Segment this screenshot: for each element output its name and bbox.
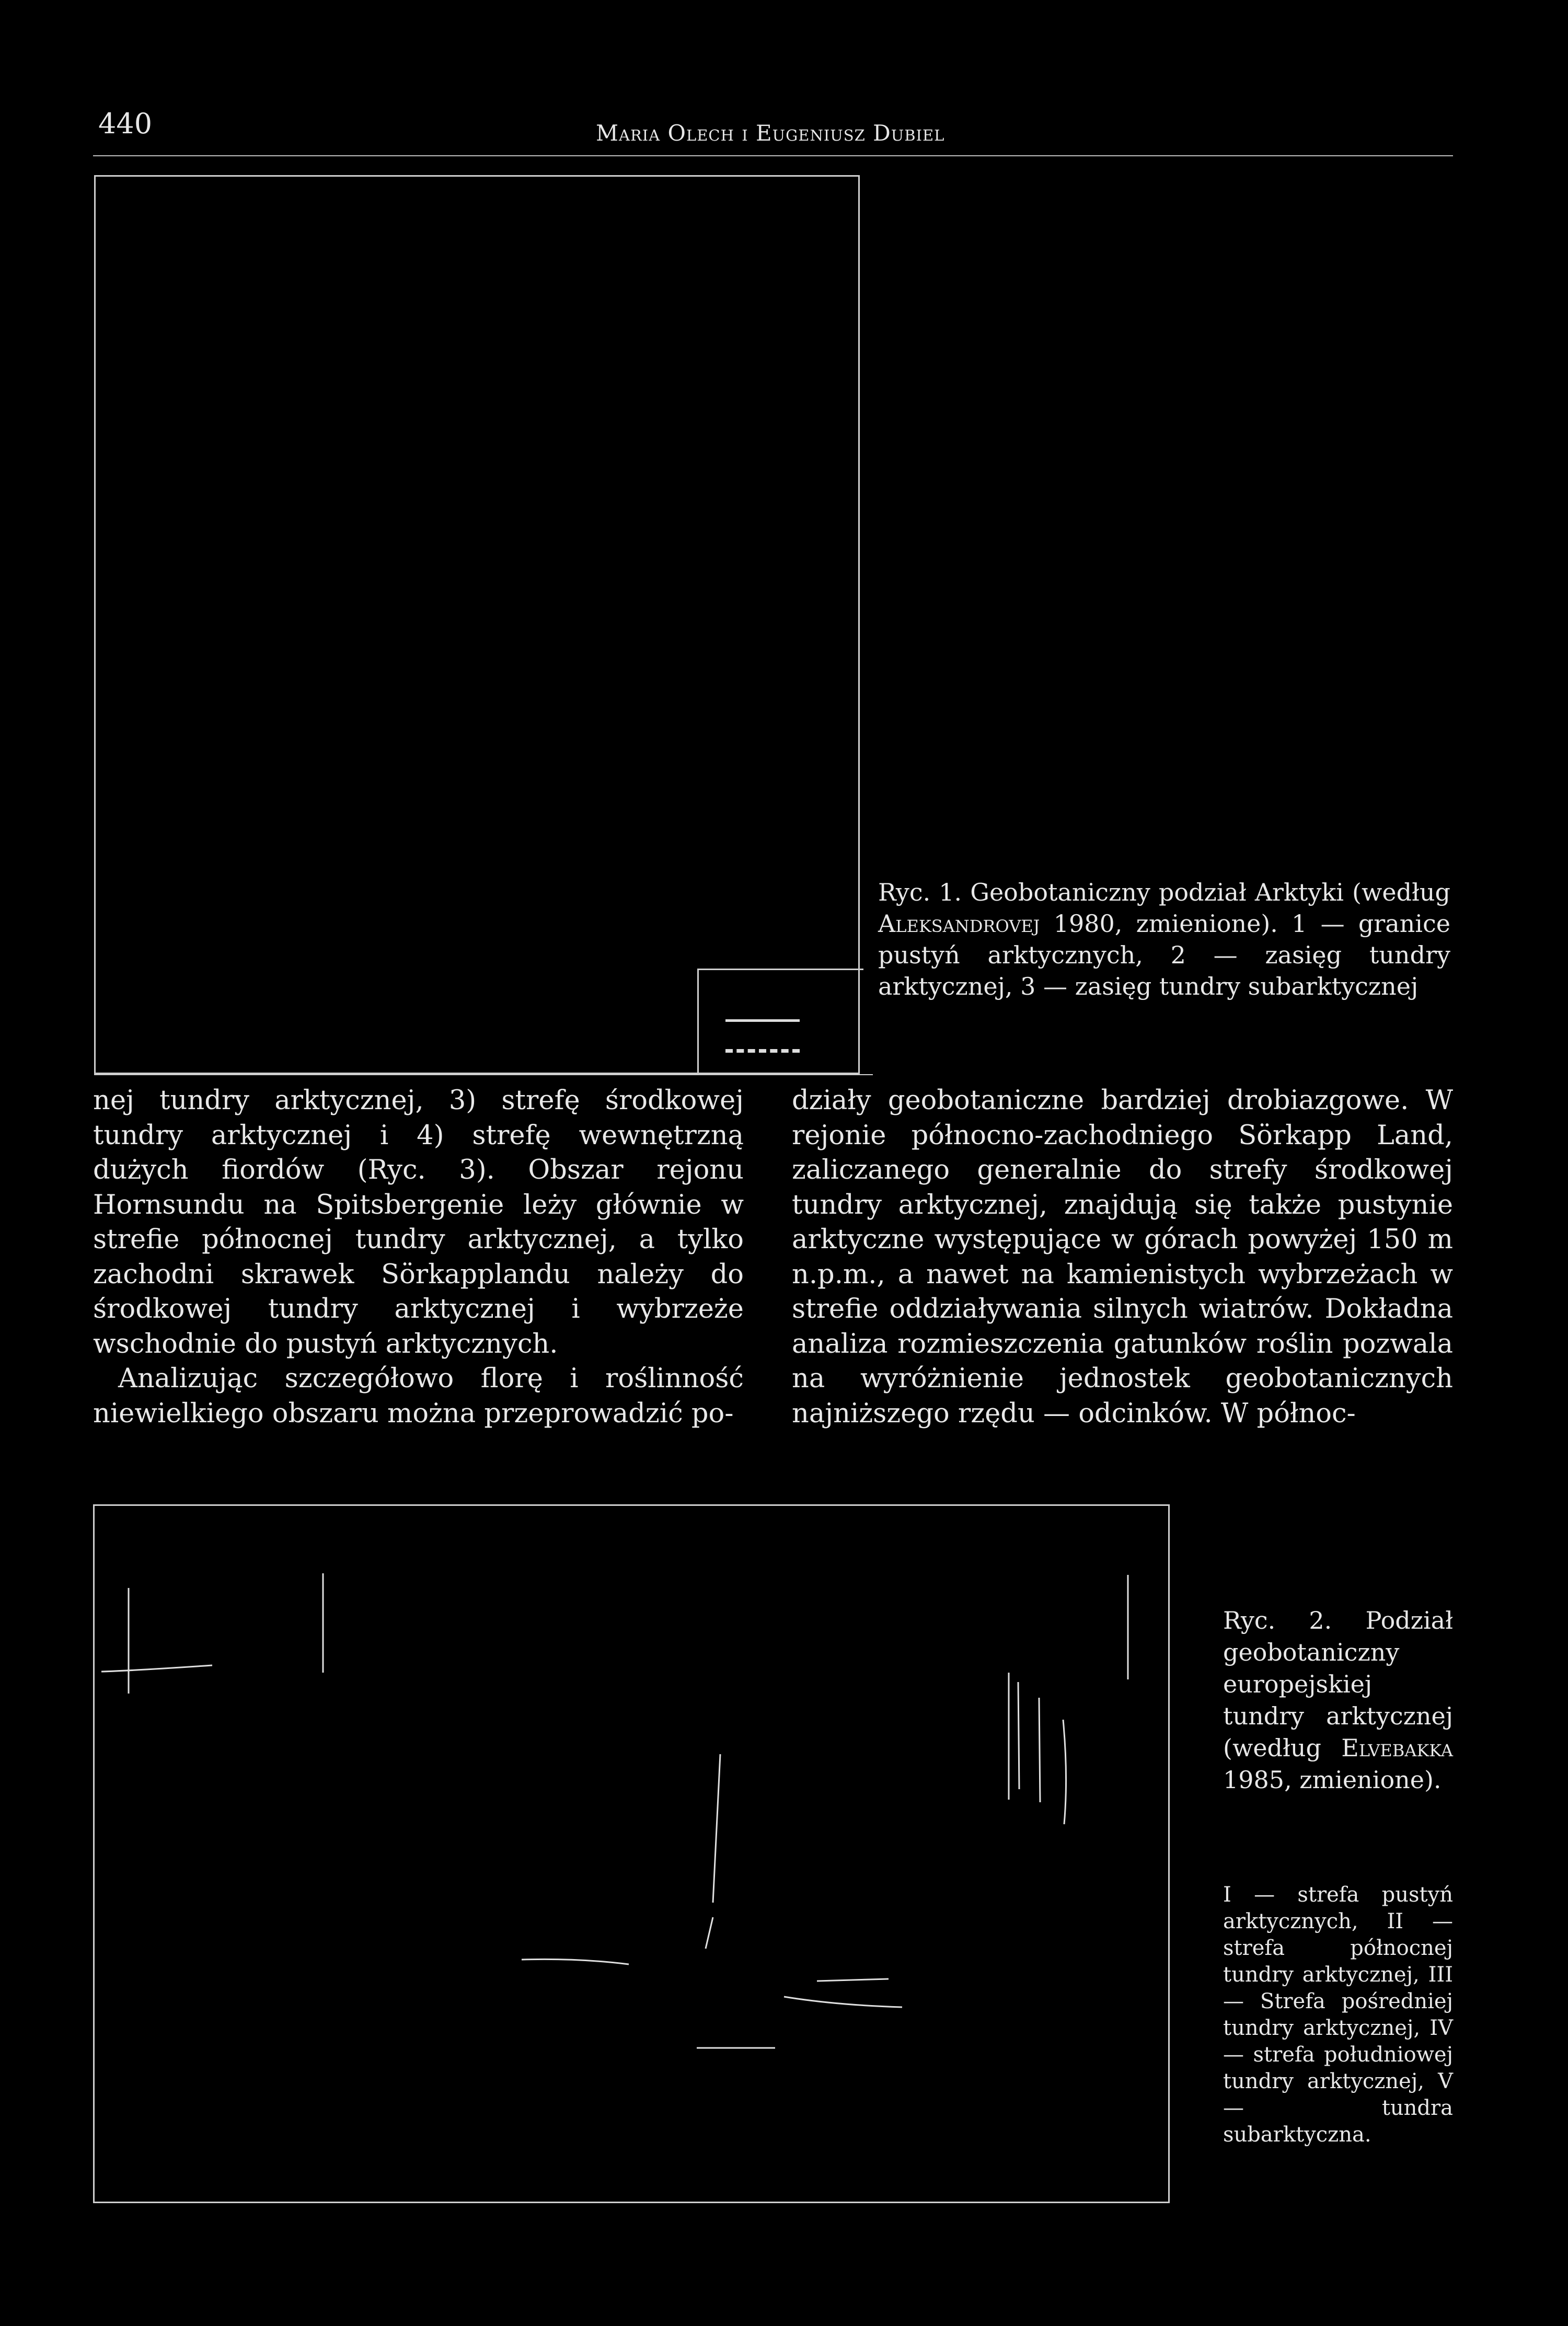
figure-1-caption-author: Aleksandrovej (878, 909, 1040, 938)
figure-2-legend: I — strefa pustyń arktycznych, II — strefa północnej tundry arktycznej, III — Strefa pośredniej tundry arktycznej, IV — strefa południowej tundry arktycznej, V — tundra subarktyczna. (1223, 1883, 1453, 2147)
figure-2-caption (1223, 1605, 1453, 1796)
body-column-right (792, 1084, 1453, 1431)
map-boundary-line (784, 1997, 902, 2007)
figure-1-map-frame (94, 175, 860, 1074)
map-boundary-line (101, 1665, 212, 1672)
map-boundary-line (1018, 1682, 1019, 1789)
map-boundary-line (522, 1959, 629, 1964)
legend-dashed-line-symbol (725, 1049, 800, 1053)
body-column-left (93, 1084, 744, 1431)
figure-2-caption-author: Elvebakka (1341, 1734, 1453, 1762)
figure-1-bottom-rule (94, 1074, 873, 1075)
body-paragraph: nej tundry arktycznej, 3) strefę środkowej tundry arktycznej i 4) strefę wewnętrzną dużych fiordów (Ryc. 3). Obszar rejonu Hornsundu na Spitsbergenie leży głównie w strefie północnej tundry arktycznej, a tylko zachodni skrawek Sörkapplandu należy do środkowej tundry arktycznej i wybrzeże wschodnie do pustyń arktycznych. (93, 1085, 744, 1360)
legend-solid-line-symbol (725, 1019, 800, 1022)
header-rule (93, 155, 1453, 156)
body-paragraph: działy geobotaniczne bardziej drobiazgowe. W rejonie północno-zachodniego Sörkapp Land, zaliczanego generalnie do strefy środkowej tundry arktycznej, znajdują się także pustynie arktyczne występujące w górach powyżej 150 m n.p.m., a nawet na kamienistych wybrzeżach w strefie oddziaływania silnych wiatrów. Dokładna analiza rozmieszczenia gatunków roślin pozwala na wyróżnienie jednostek geobotanicznych najniższego rzędu — odcinków. W północ- (792, 1085, 1453, 1429)
map-boundary-line (817, 1979, 889, 1981)
map-boundary-line (1063, 1720, 1066, 1824)
map-boundary-line (1039, 1698, 1040, 1802)
figure-2-caption-text: Podział geobotaniczny europejskiej tundry arktycznej (według (1223, 1606, 1453, 1762)
figure-2-caption-label: Ryc. 2. (1223, 1606, 1332, 1634)
page-number: 440 (98, 107, 153, 140)
map-boundary-line (713, 1754, 720, 1903)
figure-2-caption-tail: 1985, zmienione). (1223, 1766, 1442, 1794)
figure-1-caption (878, 877, 1450, 1002)
figure-1-caption-text: Geobotaniczny podział Arktyki (według (970, 878, 1450, 906)
figure-1-caption-legend: 1980, zmienione). 1 — granice pustyń arktycznych, 2 — zasięg tundry arktycznej, 3 — zasięg tundry subarktycznej (878, 909, 1450, 1000)
figure-1-caption-label: Ryc. 1. (878, 878, 962, 906)
running-head-authors: Maria Olech i Eugeniusz Dubiel (596, 120, 945, 146)
figure-2-map-lines (93, 1504, 1170, 2203)
map-boundary-line (706, 1917, 713, 1949)
body-paragraph: Analizując szczegółowo florę i roślinność niewielkiego obszaru można przeprowadzić po- (93, 1363, 744, 1429)
